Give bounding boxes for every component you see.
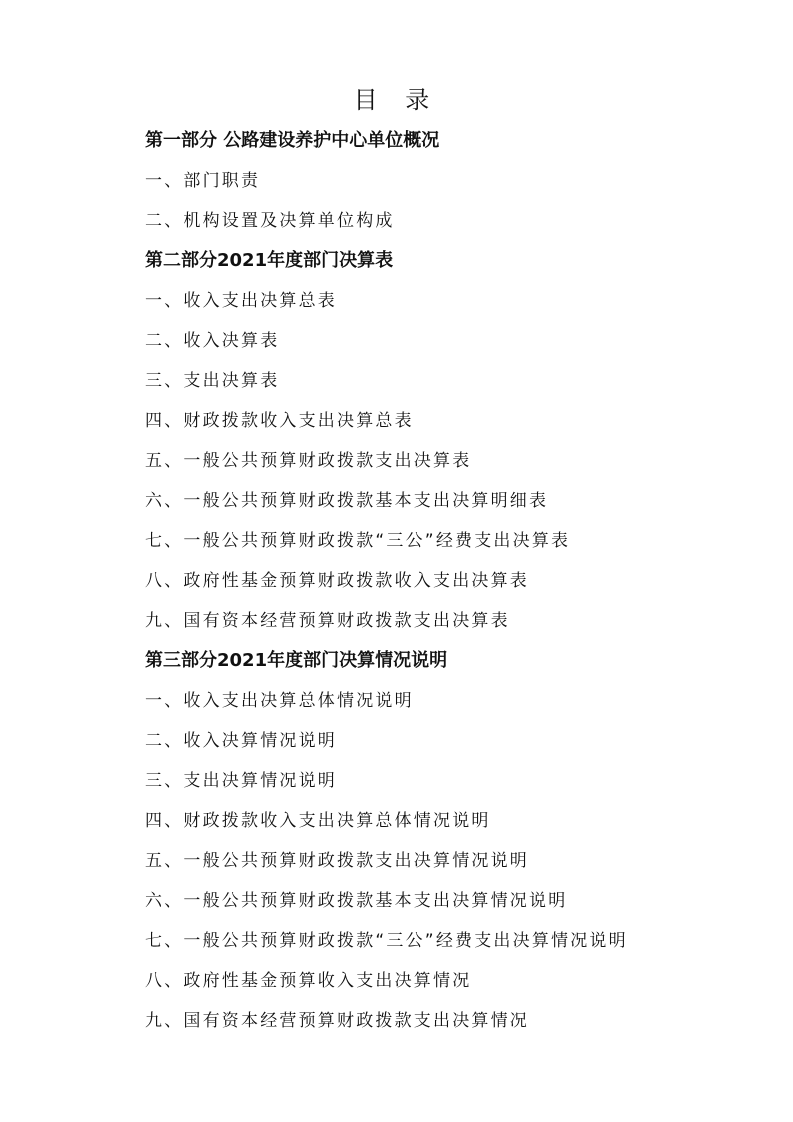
toc-item: 二、收入决算表 bbox=[145, 331, 280, 351]
toc-item: 八、政府性基金预算财政拨款收入支出决算表 bbox=[145, 571, 529, 591]
toc-item: 三、支出决算表 bbox=[145, 371, 280, 391]
section-heading-part-3: 第三部分2021年度部门决算情况说明 bbox=[145, 650, 448, 671]
toc-item: 一、收入支出决算总体情况说明 bbox=[145, 691, 414, 711]
toc-item: 三、支出决算情况说明 bbox=[145, 771, 337, 791]
toc-item: 六、一般公共预算财政拨款基本支出决算明细表 bbox=[145, 491, 549, 511]
toc-item: 九、国有资本经营预算财政拨款支出决算情况 bbox=[145, 1011, 529, 1031]
toc-item: 一、收入支出决算总表 bbox=[145, 291, 337, 311]
toc-item: 七、一般公共预算财政拨款“三公”经费支出决算表 bbox=[145, 531, 571, 551]
table-of-contents bbox=[145, 126, 765, 1046]
toc-item: 六、一般公共预算财政拨款基本支出决算情况说明 bbox=[145, 891, 568, 911]
toc-item: 九、国有资本经营预算财政拨款支出决算表 bbox=[145, 611, 510, 631]
toc-item: 八、政府性基金预算收入支出决算情况 bbox=[145, 971, 472, 991]
toc-item: 五、一般公共预算财政拨款支出决算表 bbox=[145, 451, 472, 471]
toc-item: 一、部门职责 bbox=[145, 171, 261, 191]
toc-item: 五、一般公共预算财政拨款支出决算情况说明 bbox=[145, 851, 529, 871]
page-title: 目 录 bbox=[353, 86, 440, 114]
section-heading-part-1: 第一部分 公路建设养护中心单位概况 bbox=[145, 130, 440, 151]
toc-item: 二、机构设置及决算单位构成 bbox=[145, 211, 395, 231]
toc-item: 四、财政拨款收入支出决算总表 bbox=[145, 411, 414, 431]
section-heading-part-2: 第二部分2021年度部门决算表 bbox=[145, 250, 394, 271]
toc-item: 七、一般公共预算财政拨款“三公”经费支出决算情况说明 bbox=[145, 931, 628, 951]
toc-item: 二、收入决算情况说明 bbox=[145, 731, 337, 751]
toc-item: 四、财政拨款收入支出决算总体情况说明 bbox=[145, 811, 491, 831]
